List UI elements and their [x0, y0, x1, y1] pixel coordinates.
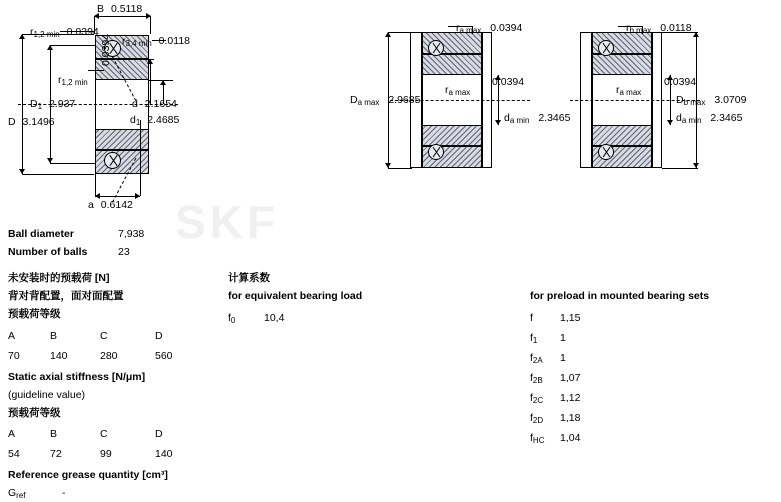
calc-row-value-0: 10,4: [264, 312, 285, 324]
preload-header-A: A: [8, 330, 16, 342]
dim-Dbmax-ext-bottom: [662, 168, 698, 169]
label-damin: [676, 112, 742, 127]
label-rbmax-top-val: 0.0118: [660, 22, 692, 34]
factor-sym-3: f: [530, 372, 533, 384]
grease-symbol: [8, 487, 26, 502]
calc-row-symbol-0: [228, 312, 235, 327]
label-r34min-sym: r: [122, 35, 126, 47]
label-r12min-top: [30, 26, 99, 41]
label-damin: [504, 112, 570, 127]
stiffness-title: Static axial stiffness [N/μm]: [8, 371, 146, 383]
watermark: SKF: [175, 196, 279, 248]
label-D1-val: 2.937: [48, 98, 76, 110]
stiffness-class-label: 预载荷等级: [8, 407, 61, 419]
label-B-sym: B: [97, 3, 105, 15]
stiffness-header-A: A: [8, 428, 16, 440]
factor-row-value-1: 1: [560, 332, 566, 344]
label-B: [97, 3, 142, 15]
grease-symbol-sub: ref: [16, 491, 26, 500]
factor-sub-1: 1: [532, 336, 538, 345]
label-Damax-val: 2.9685: [388, 94, 421, 106]
grease-title: Reference grease quantity [cm³]: [8, 469, 168, 481]
label-d1: [130, 114, 179, 129]
label-ramax-inner: [616, 84, 641, 99]
label-Damax-sym: D: [350, 94, 358, 106]
grease-value: -: [62, 487, 66, 499]
label-ramax-inner-val: 0.0394: [492, 76, 525, 88]
label-d1-val: 2.4685: [147, 114, 180, 126]
label-Dbmax: [676, 94, 746, 109]
inner-ring-bottom: [422, 125, 482, 146]
dim-d1-ext: [140, 59, 154, 60]
ball-bottom: [598, 144, 614, 160]
preload-subtitle: 背对背配置，面对面配置: [8, 290, 124, 302]
factor-sym-0: f: [530, 312, 533, 324]
label-rbmax-top-sub: b max: [629, 26, 652, 35]
dim-D-ext-bottom: [22, 174, 94, 175]
label-D-sym: D: [8, 116, 16, 128]
factor-sym-2: f: [530, 352, 533, 364]
label-d1-sym: d: [130, 114, 136, 126]
label-rbmax-top: [626, 22, 692, 37]
label-d: [132, 98, 177, 110]
label-ramax-top-val: 0.0394: [490, 22, 523, 34]
label-damin-val: 2.3465: [538, 112, 571, 124]
preload-value-B: 140: [50, 350, 68, 362]
label-r12min-top-val: 0.0394: [66, 26, 99, 38]
label-r12min-inner: [58, 74, 88, 89]
factor-row-symbol-3: [530, 372, 543, 387]
label-ramax-inner-sym: r: [445, 84, 449, 96]
calc-subtitle: for equivalent bearing load: [228, 290, 363, 302]
label-a: [88, 199, 133, 211]
dim-Damax-ext-top: [388, 32, 412, 33]
dim-a-ext-right: [140, 120, 141, 196]
factor-row-value-2: 1: [560, 352, 566, 364]
label-D1-sub: 1: [37, 102, 43, 111]
label-ramax-inner: [445, 84, 470, 99]
calc-row-sym-0: f: [228, 312, 231, 324]
factor-row-value-4: 1,12: [560, 392, 581, 404]
factor-sym-6: f: [530, 432, 533, 444]
ball-bottom: [104, 152, 121, 169]
factor-row-value-3: 1,07: [560, 372, 581, 384]
stiffness-value-B: 72: [50, 448, 62, 460]
dim-Damax-ext-bottom: [388, 168, 412, 169]
factor-sub-6: HC: [532, 436, 545, 445]
label-ramax-inner-sub: a max: [448, 88, 471, 97]
number-of-balls-label: Number of balls: [8, 246, 88, 258]
factor-sym-1: f: [530, 332, 533, 344]
label-B-val: 0.5118: [110, 3, 143, 15]
dim-B-line: [94, 16, 151, 17]
factor-row-symbol-6: [530, 432, 544, 447]
label-D1: [30, 98, 75, 113]
label-damin-sub: a min: [509, 116, 530, 125]
label-Damax: [350, 94, 420, 109]
stiffness-value-A: 54: [8, 448, 20, 460]
ball-top: [428, 40, 444, 56]
label-Dbmax-sub: b max: [683, 98, 706, 107]
middle-bearing-figure: [350, 0, 571, 190]
preload-value-A: 70: [8, 350, 20, 362]
left-bearing-figure: [0, 0, 200, 215]
ball-diameter-value: 7,938: [118, 228, 145, 240]
dim-a-line: [95, 196, 140, 197]
factor-sym-4: f: [530, 392, 533, 404]
factor-row-symbol-4: [530, 392, 543, 407]
label-ramax-top-sub: a max: [459, 26, 482, 35]
label-a-val: 0.6142: [100, 199, 133, 211]
preload-value-D: 560: [155, 350, 173, 362]
label-r12min-inner-val: 0.0394: [100, 33, 112, 66]
label-ramax-inner-sub: a max: [619, 88, 642, 97]
inner-ring-bottom: [592, 125, 652, 146]
factor-sub-4: 2C: [532, 396, 544, 405]
preload-class-label: 预载荷等级: [8, 308, 61, 320]
label-d1-sub: 1: [135, 118, 141, 127]
label-damin-sym: d: [504, 112, 510, 124]
dim-B-ext-right: [150, 16, 151, 34]
factor-sub-2: 2A: [532, 356, 543, 365]
factor-row-value-5: 1,18: [560, 412, 581, 424]
inner-ring-top: [592, 54, 652, 75]
ball-diameter-label: Ball diameter: [8, 228, 74, 240]
stiffness-header-C: C: [100, 428, 108, 440]
factor-row-symbol-0: [530, 312, 533, 327]
label-r34min: [122, 35, 190, 50]
label-r34min-val: 0.0118: [158, 35, 190, 47]
label-ramax-inner-sym: r: [616, 84, 620, 96]
dim-d-ext: [149, 80, 173, 81]
label-Damax-sub: a max: [357, 98, 380, 107]
factor-sub-3: 2B: [532, 376, 543, 385]
label-D: [8, 116, 55, 128]
label-r34min-sub: 3,4 min: [125, 39, 152, 48]
leader-r12min-inner: [88, 70, 104, 71]
ball-bottom: [428, 144, 444, 160]
factor-row-value-6: 1,04: [560, 432, 581, 444]
dim-D1-ext-top: [50, 45, 95, 46]
label-rbmax-top-sym: r: [626, 22, 630, 34]
stiffness-header-D: D: [155, 428, 163, 440]
label-a-sym: a: [88, 199, 94, 211]
right-bearing-figure: [570, 0, 781, 190]
label-d-val: 2.1654: [144, 98, 177, 110]
factor-row-symbol-5: [530, 412, 543, 427]
label-Dbmax-sym: D: [676, 94, 684, 106]
label-damin-sub: a min: [681, 116, 702, 125]
calc-title: 计算系数: [228, 272, 270, 284]
factor-sub-5: 2D: [532, 416, 544, 425]
label-D1-sym: D: [30, 98, 38, 110]
label-r12min-inner-sub: 1,2 min: [61, 78, 88, 87]
label-r12min-top-sym: r: [30, 26, 34, 38]
inner-ring-top: [422, 54, 482, 75]
label-Dbmax-val: 3.0709: [714, 94, 747, 106]
preload-header-D: D: [155, 330, 163, 342]
factor-row-symbol-1: [530, 332, 537, 347]
label-damin-val: 2.3465: [710, 112, 743, 124]
number-of-balls-value: 23: [118, 246, 130, 258]
preload-header-C: C: [100, 330, 108, 342]
dim-damin-arrow-down: [495, 120, 501, 125]
ball-top: [598, 40, 614, 56]
label-damin-sym: d: [676, 112, 682, 124]
stiffness-value-D: 140: [155, 448, 173, 460]
preload-factors-title: for preload in mounted bearing sets: [530, 290, 710, 302]
factor-row-symbol-2: [530, 352, 543, 367]
factor-row-value-0: 1,15: [560, 312, 581, 324]
label-ramax-top-sym: r: [456, 22, 460, 34]
preload-header-B: B: [50, 330, 58, 342]
label-D-val: 3.1496: [22, 116, 55, 128]
label-d-sym: d: [132, 98, 138, 110]
label-ramax-inner-val: 0.0394: [664, 76, 697, 88]
calc-row-sub-0: 0: [230, 316, 236, 325]
stiffness-header-B: B: [50, 428, 58, 440]
dim-damin-arrow-down: [667, 120, 673, 125]
preload-value-C: 280: [100, 350, 118, 362]
label-r12min-inner-sym: r: [58, 74, 62, 86]
preload-title: 未安装时的预载荷 [N]: [8, 272, 110, 284]
grease-symbol-sym: G: [8, 487, 17, 499]
stiffness-value-C: 99: [100, 448, 112, 460]
dim-D1-ext-bottom: [50, 163, 95, 164]
factor-sym-5: f: [530, 412, 533, 424]
label-r12min-top-sub: 1,2 min: [33, 30, 60, 39]
dim-a-arrow-right: [135, 193, 140, 199]
label-ramax-top: [456, 22, 522, 37]
stiffness-note: (guideline value): [8, 389, 86, 401]
